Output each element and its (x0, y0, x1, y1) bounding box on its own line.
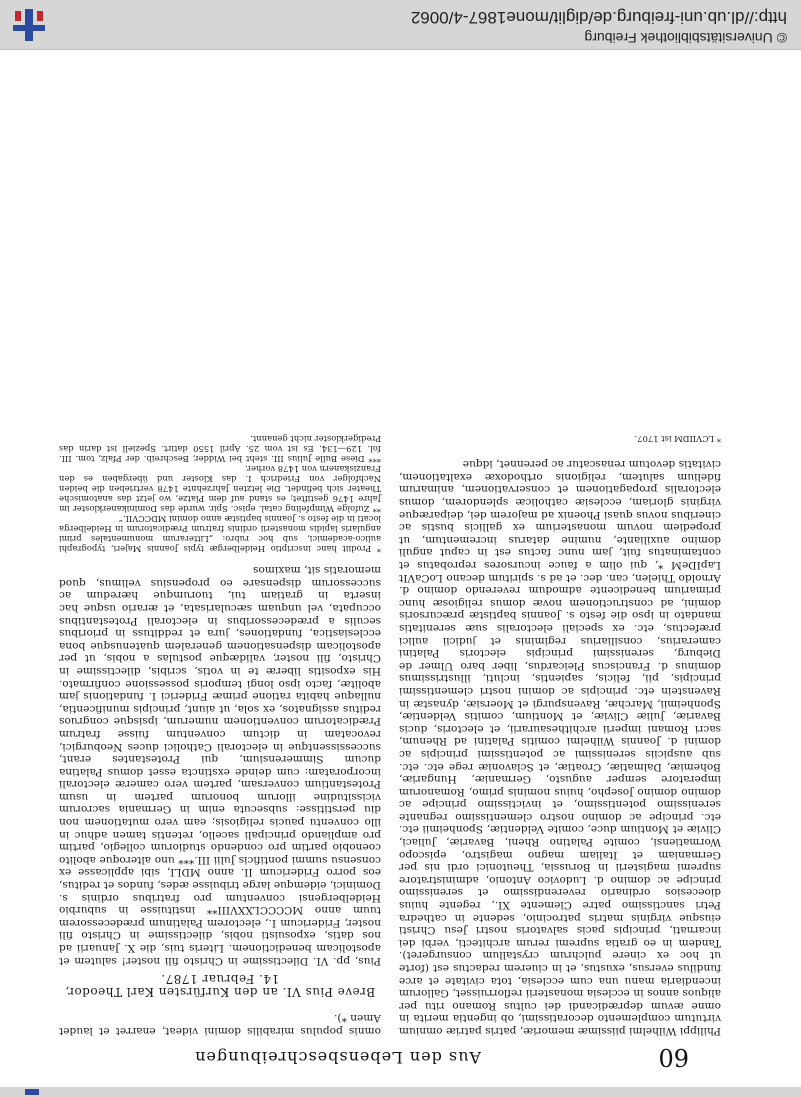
footnote-2: ** Zufolge Wimpfeling catal. episc. Spir. wurde das Dominikanerkloster im Jahre 1476 gestiftet; es stand auf dem Platze, wo jetzt das anatomische Theater sich befindet. Die letzten Jahrzehnte 1478 vertrieben die beiden Nachfolger von Friedrich I. das Kloster und übergaben es den Franziskanern von 1478 vorher. (59, 463, 381, 514)
running-head: Aus den Lebensbeschreibungen (194, 1048, 481, 1067)
footnote-1: * Prodiit hanc inscriptio Heidelbergæ typis Joannis Majeri, typographi aulico-academici, sub hoc rubro: „Litterarum monumentales primi angularis lapidis monasterii ordinis fratrum Prædicatorum in Heidelberga locati in die festo s. Joannis baptistæ anno domini MDCCVII.“ (59, 513, 381, 554)
footnote-3: *** Diese Bulle Julius III. steht bei Widder, Beschreib. der Pfalz, tom. III. fol. 129—134. Es ist vom 25. April 1550 datirt. Speziell ist darin das Predigerkloster nicht genannt. (59, 433, 381, 464)
page-number: 60 (658, 1043, 689, 1071)
right-column-opening: omnis populus mirabilis domini videat, enarret et laudet Amen *). (59, 1012, 381, 1037)
source-url-link[interactable]: http://dl.ub.uni-freiburg.de/diglit/mone1867-4/0062 (410, 8, 787, 27)
copyright-text: © Universitätsbibliothek Freiburg (584, 30, 787, 46)
left-footnote: * LCVIIDM ist 1707. (634, 433, 721, 444)
viewer-top-strip (0, 1087, 801, 1097)
blue-marker-icon (25, 1089, 39, 1095)
right-column-body: Pius, pp. VI. Dilectissime in Christo fili noster! salutem et apostolicam benedictionem. Literis tuis, die X. Januarii ad nos datis, exposuisti nobis, dilectissime in Christo fili noster, Fridericum I., electorem Palatinum prædecessorem tuum anno MCCCCLXXVIII** instituisse in suburbio Heidelbergensi conventum pro fratribus ordinis s. Dominici, eidemque large tribuisse ædes, fundos et reditus, eos porro Fridericum II. anno MDLI, sibi applicasse ex consensu summi pontificis Julii III.*** uno alteroque abolito coenobio partim pro condendo studiorum collegio, partim pro ampliando principali sacello, retentis tamen adhuc in illo conventu paucis religiosis; eam vero mutationem non diu perstitisse: subsecuta enim in Germania sacrorum vicissitudine illorum bonorum partem in usum Protestantium conversam, partem vero cameræ electorali incorporatam: cum deinde exstincta esset domus Palatina ducum Simmerensium, qui Protestantes erant, successissentque in electorali Catholici duces Neoburgici, revocatam in dictum conventum fuisse fratrum Prædicatorum conventionem numerum, ipsisque congruos reditus assignatos, ex sola, ut aiunt, principis munificentia, nullaque habita ratione primæ Friderici I. fundationis jam abolitæ, facto ipso longi temporis possessione confirmato. His expositis liberæ te in votis, scribis, dilectissime in Christo, fili noster, validæque postulas a nobis, ut per apostolicam dispensationem generalem quatenusque bona ecclesiastica, fundationes, jura et reddituss in prioribus seculis a prædecessoribus in electorali Protestantibus occupata, vel unquam sæcularisata, et ærario usque hac inserta in gratiam tui, tuorumque hæredum ac successorum dispensare eo propensius velimus, quod memoratis sit, maximos (59, 564, 381, 967)
viewer-footer (0, 0, 801, 50)
left-column-text: Philippi Wilhelmi piissimæ memoriæ, patris patriæ omnium virtutum complemento decoratissimi, ob ingentia merita in omne ævum deprædicandi dei cultus Romano ritu per aliquos annos in ecclesia monasterii reflorruisset, Gallorum incendiaria manu una cum ecclesia, tota civitate et arce fundilus eversus, exustus, et in ciuerem redactus est (forte ut hoc ex cinere pulchrum crystallum consurgeret). Tandem in eo gratia supremi rerum architecti, verbi dei incarnati, principis pacis salvatoris nostri Jesu Christi eiusque virginis matris patrocinio, sedente in cathedra Petri sanctissimo patre Clemente XI., regente huius dioecesios ordinario reverendissimo et serenissimo principe ac domino d. Ludovico Antonio, administratore supremi magisterii in Borussia, Theutonici ordi nis per Germaniam et Italiam magno magistro, episcopo Wormatiensi, comite Palatino Rheni, Bavariæ, Juliaci, Cliviæ et Montium duce, comite Veldentiæ, Sponheimii etc. etc. principe ac domino nostro clementissimo regnante serenissimo potentissimo, et invictissimo principe ac domino domino Josepho, huius nominis primo, Romanorum imperatore semper augusto, Germaniæ, Hungariæ, Bohemiæ, Dalmatiæ, Croatiæ, et Sclavoniæ rege etc. etc. sub auspiciis serenissimi ac potentissimi principis ac domini d. Joannis Wilhelmi comitis Palatini ad Rhenum, sacri Romani imperii archithesaurarii, et electoris, ducis Bavariæ, Juliæ Cliviæ, et Montium, comitis Veldentiæ, Sponheimii, Marchæ, Ravenspurgi et Moersiæ, dynastæ in Ravenstein etc. principis ac domini nostri clementissimi principis, pii, felicis, sapientis, incluti, illustrissimus dominus d. Franciscus Pleicardus, liber baro Ulmer de Dieburg, serenissimi principis electoris Palatini camerarius, consiliarius regiminis et judicii aulici præfectus, etc. ex speciali electoralis suæ serenitatis mandato in ipso die festo s. Joannis baptistæ præcursoris domini, ad constructionem novæ domus religiosæ hunc primarium benedicente admodum reverendo domino d. Arnoldo Thielen, can. dec. et ad s. spiritum decano LoCaVIt LapIDeM *, qui olim a fauce incursores reprobatus et contaminatus fuit, jam nunc factus est in caput anguli domino auxiliante, numine datarus incrementum, ut propediem novum monasterium ex gallicis bustis ac cineribus novus quasi Phoenix ad majorem dei, deiparæque virginis gloriam, ecclesiæ catholicæ splendorem, domus electoralis propagationem et conservationem, animarum fidelium salutem, religionis orthodoxæ exaltationem, civitatis devotum renascatur ac perennet, idque (399, 458, 721, 1037)
library-logo-icon (9, 5, 49, 45)
document-title: Breve Pius VI. an den Kurfürsten Karl Theodor, 14. Februar 1787. (64, 972, 376, 999)
right-column (59, 434, 381, 1037)
left-column (399, 434, 721, 1037)
